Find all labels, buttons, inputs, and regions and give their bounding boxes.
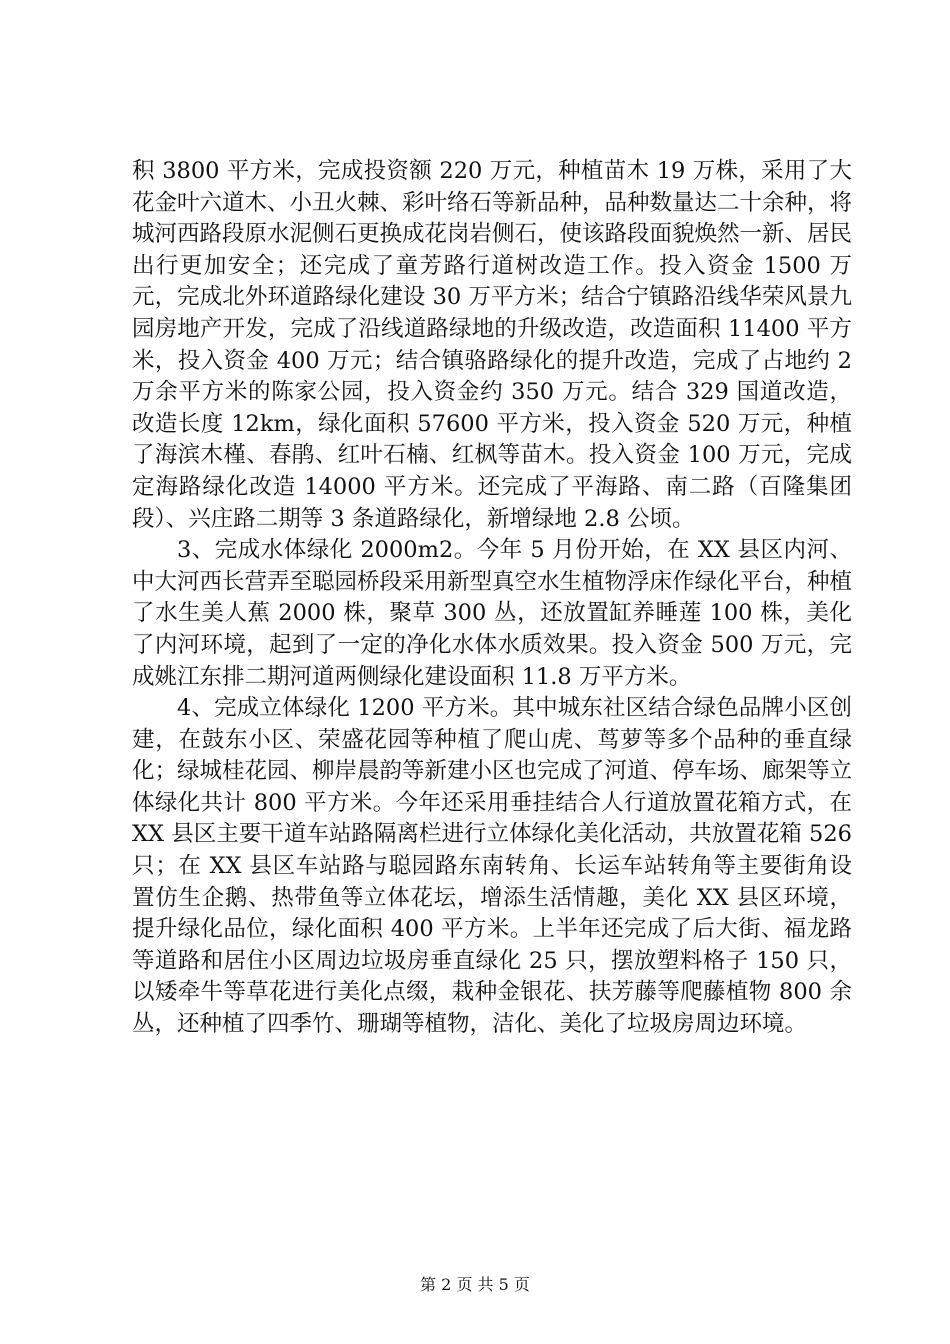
paragraph-vertical-greening: 4、完成立体绿化 1200 平方米。其中城东社区结合绿色品牌小区创建，在鼓东小区、荣盛花园等种植了爬山虎、茑萝等多个品种的垂直绿化；绿城桂花园、柳岸晨韵等新建小区也完成了河道、停车场、廊架等立体绿化共计 800 平方米。今年还采用垂挂结合人行道放置花箱方式，在 XX 县区主要干道车站路隔离栏进行立体绿化美化活动，共放置花箱 526 只；在 XX 县区车站路与聪园路东南转角、长运车站转角等主要街角设置仿生企鹅、热带鱼等立体花坛，增添生活情趣，美化 XX 县区环境，提升绿化品位，绿化面积 400 平方米。上半年还完成了后大街、福龙路等道路和居住小区周边垃圾房垂直绿化 25 只，摆放塑料格子 150 只，以矮牵牛等草花进行美化点缀，栽种金银花、扶芳藤等爬藤植物 800 余丛，还种植了四季竹、珊瑚等植物，洁化、美化了垃圾房周边环境。 (132, 695, 853, 1038)
paragraph-water-greening: 3、完成水体绿化 2000m2。今年 5 月份开始，在 XX 县区内河、中大河西长营弄至聪园桥段采用新型真空水生植物浮床作绿化平台，种植了水生美人蕉 2000 株，聚草 300 丛，还放置缸养睡莲 100 株，美化了内河环境，起到了一定的净化水体水质效果。投入资金 500 万元，完成姚江东排二期河道两侧绿化建设面积 11.8 万平方米。 (132, 537, 853, 690)
document-body (132, 156, 852, 1041)
page-number-footer: 第 2 页 共 5 页 (420, 1275, 530, 1294)
paragraph-continuation: 积 3800 平方米，完成投资额 220 万元，种植苗木 19 万株，采用了大花金叶六道木、小丑火棘、彩叶络石等新品种，品种数量达二十余种，将城河西路段原水泥侧石更换成花岗岩侧石，使该路段面貌焕然一新、居民出行更加安全；还完成了童芳路行道树改造工作。投入资金 1500 万元，完成北外环道路绿化建设 30 万平方米；结合宁镇路沿线华荣风景九园房地产开发，完成了沿线道路绿地的升级改造，改造面积 11400 平方米，投入资金 400 万元；结合镇骆路绿化的提升改造，完成了占地约 2 万余平方米的陈家公园，投入资金约 350 万元。结合 329 国道改造，改造长度 12km，绿化面积 57600 平方米，投入资金 520 万元，种植了海滨木槿、春鹃、红叶石楠、红枫等苗木。投入资金 100 万元，完成定海路绿化改造 14000 平方米。还完成了平海路、南二路（百隆集团段）、兴庄路二期等 3 条道路绿化，新增绿地 2.8 公顷。 (132, 158, 853, 532)
